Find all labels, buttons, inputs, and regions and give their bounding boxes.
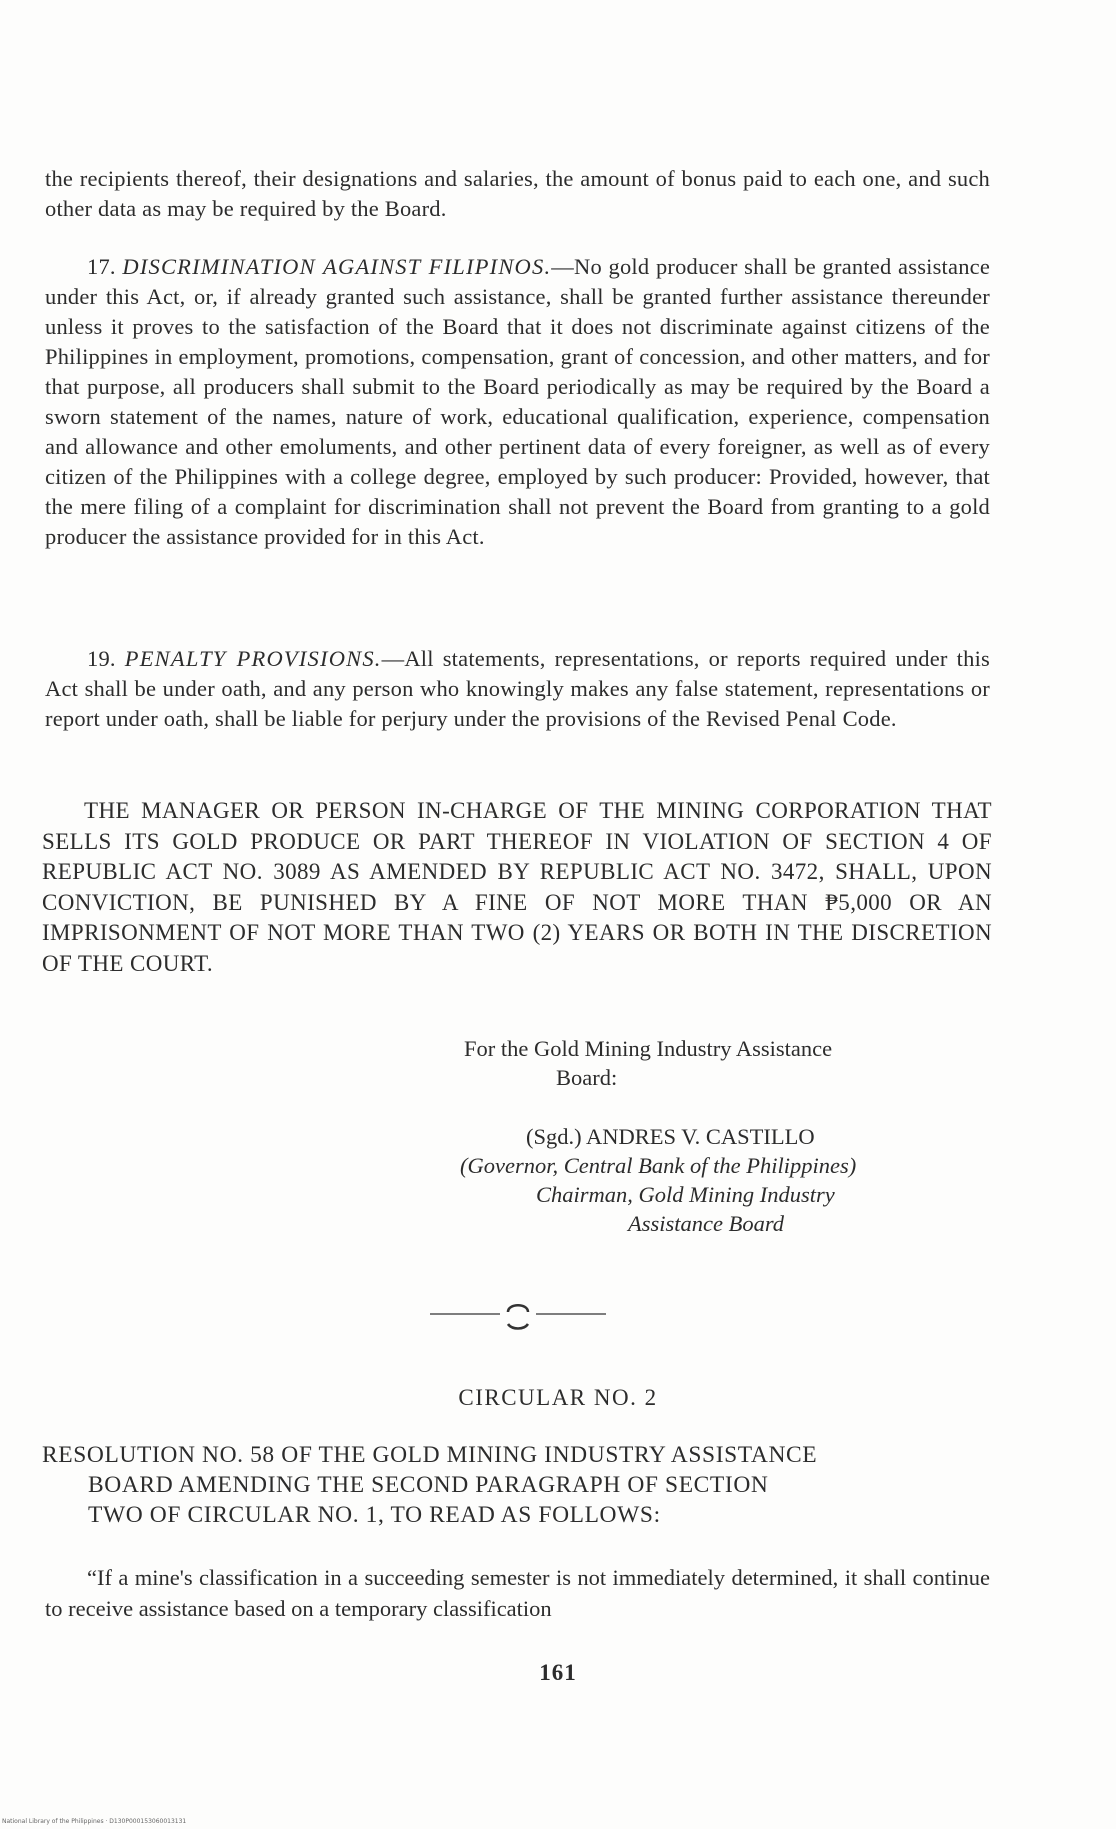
section-19-number: 19. bbox=[87, 646, 116, 671]
section-19-text: —All statements, representations, or reports required under this Act shall be under oath, and any person who knowingly makes any false statement, representations or report under oath, shall be liable for perjury under the provisions of the Revised Penal Code. bbox=[45, 646, 990, 731]
resolution-line-3: TWO OF CIRCULAR NO. 1, TO READ AS FOLLOWS: bbox=[88, 1502, 661, 1528]
section-19-paragraph bbox=[45, 644, 990, 734]
section-17-number: 17. bbox=[87, 254, 116, 279]
quote-paragraph bbox=[45, 1562, 990, 1624]
signatory-title-2: Chairman, Gold Mining Industry bbox=[536, 1182, 835, 1207]
section-divider-ornament-icon bbox=[428, 1300, 608, 1334]
resolution-line-2: BOARD AMENDING THE SECOND PARAGRAPH OF SECTION bbox=[88, 1472, 769, 1498]
intro-text: the recipients thereof, their designations and salaries, the amount of bonus paid to each one, and such other data as may be required by the Board. bbox=[45, 166, 990, 221]
resolution-heading bbox=[42, 1440, 992, 1530]
signatory-title-1: (Governor, Central Bank of the Philippines) bbox=[460, 1153, 857, 1178]
signature-for-line-1: For the Gold Mining Industry Assistance bbox=[464, 1036, 833, 1061]
page-number: 161 bbox=[539, 1660, 577, 1685]
archive-footer: National Library of the Philippines · D130P000153060013131 bbox=[2, 1818, 187, 1825]
signatory-title-3: Assistance Board bbox=[628, 1211, 785, 1236]
penalty-caps-text: THE MANAGER OR PERSON IN-CHARGE OF THE MINING CORPORATION THAT SELLS ITS GOLD PRODUCE OR PART THEREOF IN VIOLATION OF SECTION 4 OF REPUBLIC ACT NO. 3089 AS AMENDED BY REPUBLIC ACT NO. 3472, SHALL, UPON CONVICTION, BE PUNISHED BY A FINE OF NOT MORE THAN ₱5,000 OR AN IMPRISONMENT OF NOT MORE THAN TWO (2) YEARS OR BOTH IN THE DISCRETION OF THE COURT. bbox=[42, 798, 992, 976]
signature-for-line-2: Board: bbox=[556, 1065, 618, 1090]
penalty-caps-paragraph bbox=[42, 796, 992, 979]
section-17-text: —No gold producer shall be granted assistance under this Act, or, if already granted such assistance, shall be granted further assistance thereunder unless it proves to the satisfaction of the Board that it does not discriminate against citizens of the Philippines in employment, promotions, compensation, grant of concession, and other matters, and for that purpose, all producers shall submit to the Board periodically as may be required by the Board a sworn statement of the names, nature of work, educational qualification, experience, compensation and allowance and other emoluments, and other pertinent data of every foreigner, as well as of every citizen of the Philippines with a college degree, employed by such producer: Provided, however, that the mere filing of a complaint for discrimination shall not prevent the Board from granting to a gold producer the assistance provided for in this Act. bbox=[45, 254, 991, 549]
intro-paragraph bbox=[45, 164, 990, 224]
signature-block bbox=[440, 1034, 1000, 1238]
section-17-heading: DISCRIMINATION AGAINST FILIPINOS. bbox=[122, 254, 552, 279]
signatory-name: (Sgd.) ANDRES V. CASTILLO bbox=[526, 1124, 815, 1149]
section-17-paragraph bbox=[45, 252, 990, 552]
quote-text: “If a mine's classification in a succeeding semester is not immediately determined, it shall continue to receive assistance based on a temporary classification bbox=[45, 1565, 990, 1621]
section-19-heading: PENALTY PROVISIONS. bbox=[124, 646, 382, 671]
circular-title: CIRCULAR NO. 2 bbox=[458, 1385, 658, 1410]
resolution-line-1: RESOLUTION NO. 58 OF THE GOLD MINING INDUSTRY ASSISTANCE bbox=[42, 1442, 818, 1468]
